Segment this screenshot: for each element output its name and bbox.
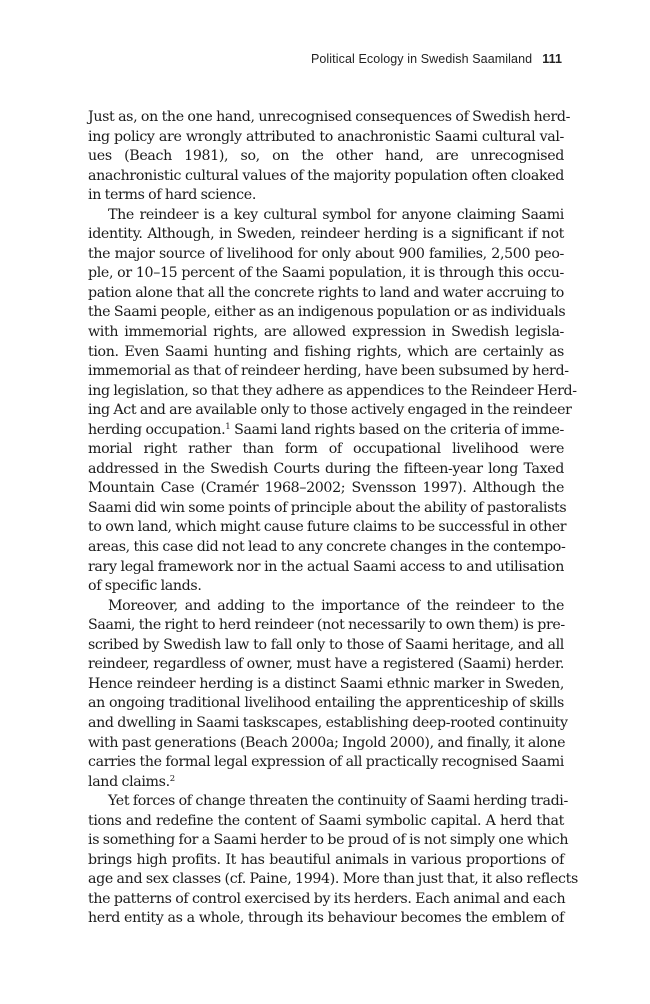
text-line: Saami, the right to herd reindeer (not necessarily to own them) is pre- <box>88 617 565 634</box>
text-line: The reindeer is a key cultural symbol for anyone claiming Saami <box>108 206 564 223</box>
text-line: Mountain Case (Cramér 1968–2002; Svensson 1997). Although the <box>88 480 564 497</box>
paragraph <box>88 597 568 792</box>
paragraph <box>88 206 577 597</box>
text-line: in terms of hard science. <box>88 187 256 204</box>
text-line: tion. Even Saami hunting and fishing rights, which are certainly as <box>88 343 564 360</box>
text-line: morial right rather than form of occupational livelihood were <box>88 441 564 458</box>
text-line: the major source of livelihood for only about 900 families, 2,500 peo- <box>88 245 564 262</box>
text-line: brings high profits. It has beautiful animals in various proportions of <box>88 851 564 868</box>
text-line: Saami did win some points of principle about the ability of pastoralists <box>88 499 567 516</box>
body-text <box>88 108 578 929</box>
text-line: rary legal framework nor in the actual Saami access to and utilisation <box>88 558 564 575</box>
text-line: tions and redefine the content of Saami symbolic capital. A herd that <box>88 812 564 829</box>
text-line: ues (Beach 1981), so, on the other hand, are unrecognised <box>88 148 564 165</box>
running-title: Political Ecology in Swedish Saamiland <box>310 52 533 66</box>
text-line: Hence reindeer herding is a distinct Saami ethnic marker in Sweden, <box>88 675 564 692</box>
text-line: pation alone that all the concrete rights to land and water accruing to <box>88 284 564 301</box>
text-line: to own land, which might cause future claims to be successful in other <box>88 519 567 536</box>
page-number: 111 <box>542 52 562 66</box>
text-line: herd entity as a whole, through its behaviour becomes the emblem of <box>88 910 564 927</box>
text-line: scribed by Swedish law to fall only to those of Saami heritage, and all <box>88 636 564 653</box>
text-line: is something for a Saami herder to be proud of is not simply one which <box>88 832 569 849</box>
text-line: the Saami people, either as an indigenous population or as individuals <box>88 304 566 321</box>
paragraph <box>88 108 571 206</box>
text-line: ing policy are wrongly attributed to anachronistic Saami cultural val- <box>88 128 564 145</box>
text-line: Yet forces of change threaten the continuity of Saami herding tradi- <box>108 793 568 810</box>
paragraph <box>88 792 578 929</box>
text-line: with immemorial rights, are allowed expression in Swedish legisla- <box>88 324 564 341</box>
footnote-marker: 1 <box>225 421 231 432</box>
text-line: immemorial as that of reindeer herding, have been subsumed by herd- <box>88 363 569 380</box>
text-line: of specific lands. <box>88 578 202 595</box>
text-line: anachronistic cultural values of the majority population often cloaked <box>88 167 564 184</box>
text-line: carries the formal legal expression of all practically recognised Saami <box>88 754 564 771</box>
text-line: Just as, on the one hand, unrecognised consequences of Swedish herd- <box>88 109 571 125</box>
text-line: ple, or 10–15 percent of the Saami population, it is through this occu- <box>88 265 564 282</box>
text-line: an ongoing traditional livelihood entailing the apprenticeship of skills <box>88 695 564 712</box>
running-head <box>311 52 562 66</box>
text-line: reindeer, regardless of owner, must have a registered (Saami) herder. <box>88 656 564 673</box>
text-line: identity. Although, in Sweden, reindeer herding is a significant if not <box>88 226 564 243</box>
text-line: with past generations (Beach 2000a; Ingold 2000), and finally, it alone <box>88 734 566 751</box>
text-line: and dwelling in Saami taskscapes, establishing deep-rooted continuity <box>88 714 568 731</box>
text-line: areas, this case did not lead to any concrete changes in the contempo- <box>88 539 566 556</box>
text-line: ing legislation, so that they adhere as appendices to the Reindeer Herd- <box>88 382 577 399</box>
text-line: land claims.$^2$ <box>88 773 175 790</box>
text-line: the patterns of control exercised by its herders. Each animal and each <box>88 890 566 907</box>
text-line: Moreover, and adding to the importance of the reindeer to the <box>108 597 564 614</box>
text-line: addressed in the Swedish Courts during the fifteen-year long Taxed <box>88 460 564 477</box>
text-line: ing Act and are available only to those actively engaged in the reindeer <box>88 402 572 419</box>
text-line: age and sex classes (cf. Paine, 1994). More than just that, it also reflects <box>88 871 578 888</box>
text-line: herding occupation.$^1$ Saami land rights based on the criteria of imme- <box>88 421 564 438</box>
footnote-marker: 2 <box>169 773 175 784</box>
